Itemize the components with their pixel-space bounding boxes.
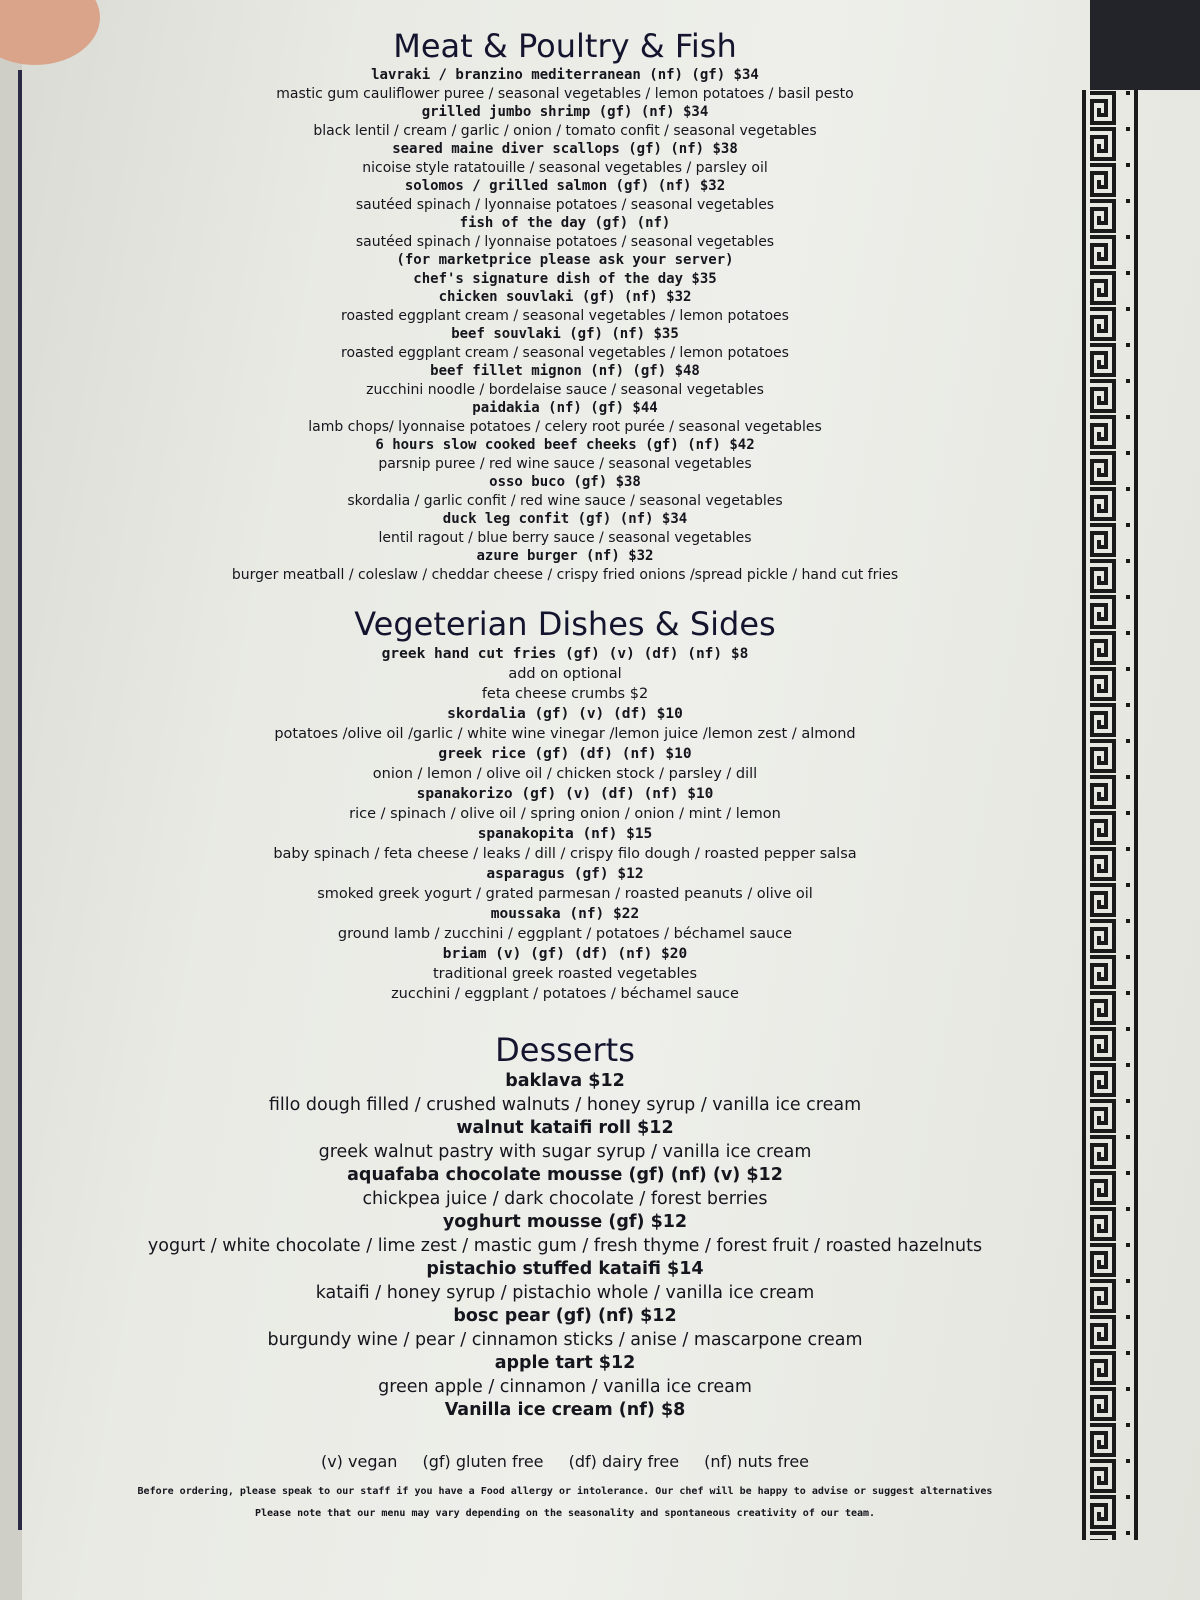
dish-name: lavraki / branzino mediterranean (nf) (gf) $34 <box>371 67 759 83</box>
dish-name: spanakopita (nf) $15 <box>477 826 653 842</box>
dish-name: solomos / grilled salmon (gf) (nf) $32 <box>404 178 726 194</box>
dish-description: black lentil / cream / garlic / onion / tomato confit / seasonal vegetables <box>313 122 817 139</box>
section-title: Vegeterian Dishes & Sides <box>354 605 776 643</box>
dish-description: ground lamb / zucchini / eggplant / potatoes / béchamel sauce <box>337 926 793 942</box>
dish-description: fillo dough filled / crushed walnuts / honey syrup / vanilla ice cream <box>268 1094 862 1115</box>
dish-name: beef souvlaki (gf) (nf) $35 <box>451 326 679 342</box>
dish-name: spanakorizo (gf) (v) (df) (nf) $10 <box>416 786 714 802</box>
dish-name: yoghurt mousse (gf) $12 <box>442 1212 688 1232</box>
market-price-note: (for marketprice please ask your server) <box>396 252 734 268</box>
dish-description: smoked greek yogurt / grated parmesan / roasted peanuts / olive oil <box>317 886 813 902</box>
dish-name: beef fillet mignon (nf) (gf) $48 <box>430 363 700 379</box>
menu-content <box>60 26 1070 1525</box>
dish-description: sautéed spinach / lyonnaise potatoes / seasonal vegetables <box>355 233 775 250</box>
chef-signature-dish: chef's signature dish of the day $35 <box>413 270 717 287</box>
dish-description: potatoes /olive oil /garlic / white wine vinegar /lemon juice /lemon zest / almond <box>274 726 856 742</box>
dish-name: greek hand cut fries (gf) (v) (df) (nf) $8 <box>381 646 749 662</box>
dish-name: moussaka (nf) $22 <box>490 906 640 922</box>
dish-name: fish of the day (gf) (nf) <box>459 215 671 231</box>
dish-description: nicoise style ratatouille / seasonal vegetables / parsley oil <box>362 159 768 176</box>
section-title: Desserts <box>495 1031 635 1069</box>
dish-description: sautéed spinach / lyonnaise potatoes / seasonal vegetables <box>355 196 775 213</box>
dish-description: burger meatball / coleslaw / cheddar cheese / crispy fried onions /spread pickle / hand cut fries <box>231 566 899 583</box>
footer-notes <box>60 1481 1070 1525</box>
dish-name: aquafaba chocolate mousse (gf) (nf) (v) $12 <box>347 1165 783 1185</box>
dish-name: duck leg confit (gf) (nf) $34 <box>442 511 688 527</box>
legend-nuts-free: (nf) nuts free <box>704 1451 810 1471</box>
dish-description: rice / spinach / olive oil / spring onion / onion / mint / lemon <box>349 806 781 822</box>
dish-description: zucchini / eggplant / potatoes / béchamel sauce <box>391 986 739 1002</box>
dish-name: pistachio stuffed kataifi $14 <box>426 1259 704 1279</box>
dish-description: feta cheese crumbs $2 <box>481 686 649 702</box>
dish-name: asparagus (gf) $12 <box>486 866 644 882</box>
dish-description: onion / lemon / olive oil / chicken stock / parsley / dill <box>372 766 758 782</box>
dish-name: 6 hours slow cooked beef cheeks (gf) (nf) $42 <box>375 437 755 453</box>
section-vegetarian-sides <box>60 604 1070 1004</box>
menu-spine <box>18 70 22 1530</box>
dish-description: lentil ragout / blue berry sauce / seasonal vegetables <box>378 529 752 546</box>
dish-name: azure burger (nf) $32 <box>476 548 654 564</box>
dish-description: roasted eggplant cream / seasonal vegetables / lemon potatoes <box>341 307 789 324</box>
section-meat-poultry-fish <box>60 26 1070 584</box>
dish-description: chickpea juice / dark chocolate / forest berries <box>362 1188 768 1209</box>
greek-key-border <box>1080 90 1140 1540</box>
dish-name: Vanilla ice cream (nf) $8 <box>444 1400 686 1420</box>
dish-description: parsnip puree / red wine sauce / seasonal vegetables <box>378 455 752 472</box>
dish-name: grilled jumbo shrimp (gf) (nf) $34 <box>421 104 709 120</box>
dish-name: bosc pear (gf) (nf) $12 <box>453 1306 677 1326</box>
dish-name: chicken souvlaki (gf) (nf) $32 <box>438 289 692 305</box>
dish-description: add on optional <box>508 666 622 682</box>
dish-description: traditional greek roasted vegetables <box>432 966 698 982</box>
dish-description: yogurt / white chocolate / lime zest / mastic gum / fresh thyme / forest fruit / roasted hazelnuts <box>147 1235 983 1256</box>
dish-name: walnut kataifi roll $12 <box>456 1118 674 1138</box>
dish-description: roasted eggplant cream / seasonal vegetables / lemon potatoes <box>341 344 789 361</box>
dish-description: burgundy wine / pear / cinnamon sticks / anise / mascarpone cream <box>267 1329 863 1350</box>
section-title: Meat & Poultry & Fish <box>393 27 737 65</box>
dish-name: baklava $12 <box>505 1071 625 1091</box>
dish-description: green apple / cinnamon / vanilla ice cream <box>378 1376 752 1397</box>
dish-description: greek walnut pastry with sugar syrup / vanilla ice cream <box>318 1141 812 1162</box>
dish-name: skordalia (gf) (v) (df) $10 <box>447 706 683 722</box>
allergy-note: Before ordering, please speak to our staff if you have a Food allergy or intolerance. Our chef will be happy to advise or suggest alternatives <box>137 1485 993 1497</box>
dish-description: mastic gum cauliflower puree / seasonal vegetables / lemon potatoes / basil pesto <box>276 85 854 102</box>
dish-name: apple tart $12 <box>494 1353 636 1373</box>
dish-name: briam (v) (gf) (df) (nf) $20 <box>442 946 688 962</box>
dish-description: skordalia / garlic confit / red wine sauce / seasonal vegetables <box>347 492 783 509</box>
dish-name: seared maine diver scallops (gf) (nf) $38 <box>392 141 738 157</box>
dish-description: kataifi / honey syrup / pistachio whole / vanilla ice cream <box>315 1282 815 1303</box>
dish-description: zucchini noodle / bordelaise sauce / seasonal vegetables <box>366 381 764 398</box>
section-desserts <box>60 1030 1070 1423</box>
dish-description: lamb chops/ lyonnaise potatoes / celery root purée / seasonal vegetables <box>308 418 822 435</box>
legend-dairy-free: (df) dairy free <box>568 1451 680 1471</box>
background-corner <box>1090 0 1200 90</box>
legend-gluten-free: (gf) gluten free <box>422 1451 544 1471</box>
dietary-legend <box>60 1451 1070 1473</box>
dish-description: baby spinach / feta cheese / leaks / dill / crispy filo dough / roasted pepper salsa <box>273 846 857 862</box>
seasonality-note: Please note that our menu may vary depending on the seasonality and spontaneous creativity of our team. <box>254 1507 876 1519</box>
dish-name: greek rice (gf) (df) (nf) $10 <box>438 746 692 762</box>
dish-name: paidakia (nf) (gf) $44 <box>472 400 658 416</box>
legend-vegan: (v) vegan <box>320 1451 398 1471</box>
dish-name: osso buco (gf) $38 <box>489 474 641 490</box>
greek-key-pattern <box>1080 90 1140 1540</box>
